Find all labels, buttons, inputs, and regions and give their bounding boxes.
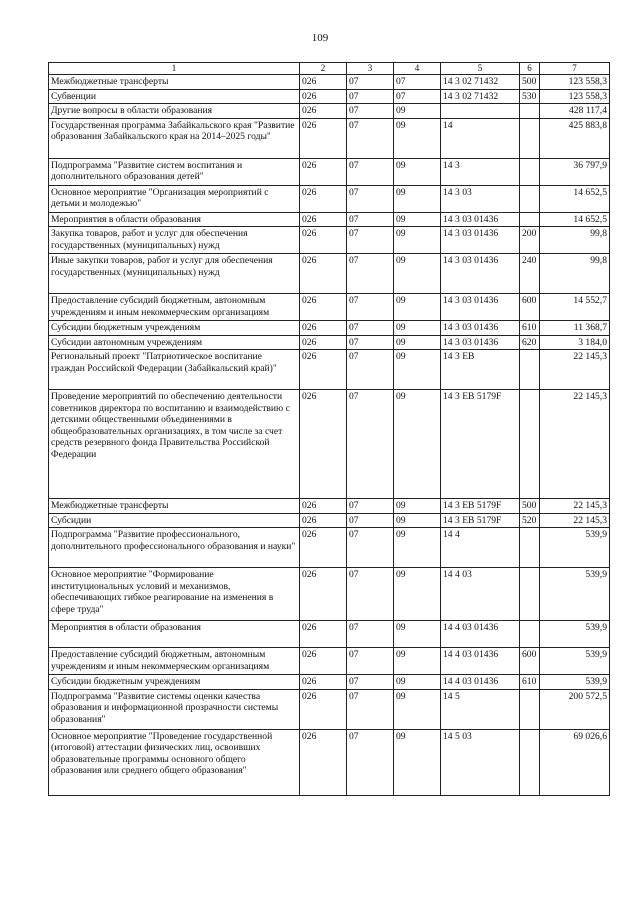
row-vr-cell: 200: [520, 227, 540, 254]
row-rz-cell: 07: [347, 689, 394, 729]
column-number: 3: [347, 63, 394, 75]
row-name-cell: Межбюджетные трансферты: [49, 499, 300, 514]
row-csr-cell: 14 4 03 01436: [441, 621, 520, 648]
row-vr-cell: 520: [520, 513, 540, 528]
row-csr-cell: 14 4: [441, 528, 520, 568]
table-row: [49, 118, 610, 158]
row-pr-cell: 09: [394, 499, 441, 514]
row-sum-cell: 428 117,4: [540, 104, 610, 119]
table-row: [49, 499, 610, 514]
row-pr-cell: 09: [394, 335, 441, 350]
table-row: [49, 390, 610, 499]
row-name-cell: Государственная программа Забайкальского края "Развитие образования Забайкальского края на 2014–2025 годы": [49, 118, 300, 158]
table-row: [49, 513, 610, 528]
row-pr-cell: 09: [394, 528, 441, 568]
row-vr-cell: [520, 729, 540, 795]
table-row: [49, 185, 610, 212]
row-name-cell: Подпрограмма "Развитие профессионального, дополнительного профессионального образования и науки": [49, 528, 300, 568]
row-csr-cell: 14 3 03: [441, 185, 520, 212]
row-rz-cell: 07: [347, 294, 394, 321]
row-gr-cell: 026: [300, 335, 347, 350]
row-gr-cell: 026: [300, 104, 347, 119]
row-pr-cell: 09: [394, 158, 441, 185]
row-name-cell: Основное мероприятие "Организация мероприятий с детьми и молодежью": [49, 185, 300, 212]
row-vr-cell: 530: [520, 89, 540, 104]
row-gr-cell: 026: [300, 513, 347, 528]
row-csr-cell: 14 3 02 71432: [441, 75, 520, 90]
row-sum-cell: 99,8: [540, 254, 610, 294]
row-gr-cell: 026: [300, 254, 347, 294]
row-gr-cell: 026: [300, 89, 347, 104]
row-csr-cell: [441, 104, 520, 119]
row-name-cell: Предоставление субсидий бюджетным, автономным учреждениям и иным некоммерческим организациям: [49, 294, 300, 321]
row-csr-cell: 14 4 03 01436: [441, 648, 520, 675]
row-rz-cell: 07: [347, 321, 394, 336]
row-pr-cell: 09: [394, 104, 441, 119]
column-number-row: [49, 63, 610, 75]
table-row: [49, 335, 610, 350]
row-name-cell: Субсидии: [49, 513, 300, 528]
row-pr-cell: 09: [394, 254, 441, 294]
row-name-cell: Субвенции: [49, 89, 300, 104]
row-name-cell: Региональный проект "Патриотическое воспитание граждан Российской Федерации (Забайкальский край)": [49, 350, 300, 390]
table-row: [49, 675, 610, 690]
column-number: 1: [49, 63, 300, 75]
row-gr-cell: 026: [300, 499, 347, 514]
row-vr-cell: [520, 528, 540, 568]
row-sum-cell: 22 145,3: [540, 390, 610, 499]
row-sum-cell: 14 652,5: [540, 185, 610, 212]
row-csr-cell: 14 3 03 01436: [441, 294, 520, 321]
row-vr-cell: [520, 689, 540, 729]
row-vr-cell: 500: [520, 75, 540, 90]
row-rz-cell: 07: [347, 118, 394, 158]
row-csr-cell: 14 3 02 71432: [441, 89, 520, 104]
row-vr-cell: [520, 158, 540, 185]
row-name-cell: Мероприятия в области образования: [49, 212, 300, 227]
table-row: [49, 227, 610, 254]
table-row: [49, 568, 610, 621]
row-vr-cell: 620: [520, 335, 540, 350]
row-rz-cell: 07: [347, 75, 394, 90]
row-rz-cell: 07: [347, 212, 394, 227]
row-sum-cell: 14 552,7: [540, 294, 610, 321]
row-sum-cell: 123 558,3: [540, 89, 610, 104]
row-gr-cell: 026: [300, 648, 347, 675]
table-row: [49, 104, 610, 119]
row-gr-cell: 026: [300, 350, 347, 390]
table-row: [49, 621, 610, 648]
row-name-cell: Субсидии бюджетным учреждениям: [49, 675, 300, 690]
row-gr-cell: 026: [300, 227, 347, 254]
row-rz-cell: 07: [347, 185, 394, 212]
row-name-cell: Подпрограмма "Развитие системы оценки качества образования и информационной прозрачности системы образования": [49, 689, 300, 729]
row-gr-cell: 026: [300, 390, 347, 499]
row-csr-cell: 14 5 03: [441, 729, 520, 795]
row-sum-cell: 99,8: [540, 227, 610, 254]
row-csr-cell: 14 3 03 01436: [441, 335, 520, 350]
row-vr-cell: [520, 104, 540, 119]
row-rz-cell: 07: [347, 513, 394, 528]
row-pr-cell: 07: [394, 89, 441, 104]
table-row: [49, 75, 610, 90]
table-row: [49, 689, 610, 729]
row-vr-cell: [520, 185, 540, 212]
row-csr-cell: 14 4 03: [441, 568, 520, 621]
row-name-cell: Мероприятия в области образования: [49, 621, 300, 648]
table-row: [49, 89, 610, 104]
row-gr-cell: 026: [300, 528, 347, 568]
row-sum-cell: 36 797,9: [540, 158, 610, 185]
budget-table: [48, 62, 610, 796]
row-pr-cell: 09: [394, 118, 441, 158]
row-gr-cell: 026: [300, 185, 347, 212]
row-gr-cell: 026: [300, 675, 347, 690]
row-pr-cell: 09: [394, 294, 441, 321]
row-pr-cell: 09: [394, 321, 441, 336]
row-name-cell: Проведение мероприятий по обеспечению деятельности советников директора по воспитанию и взаимодействию с детскими общественными объединениями в общеобразовательных организациях, в том числе за счет средств резервного фонда Правительства Российской Федерации: [49, 390, 300, 499]
row-name-cell: Основное мероприятие "Проведение государственной (итоговой) аттестации физических лиц, освоивших образовательные программы основного общего образования или среднего общего образования": [49, 729, 300, 795]
row-rz-cell: 07: [347, 499, 394, 514]
row-pr-cell: 09: [394, 513, 441, 528]
table-row: [49, 528, 610, 568]
row-sum-cell: 22 145,3: [540, 499, 610, 514]
table-row: [49, 350, 610, 390]
column-number: 7: [540, 63, 610, 75]
row-csr-cell: 14 3 03 01436: [441, 321, 520, 336]
row-gr-cell: 026: [300, 621, 347, 648]
row-gr-cell: 026: [300, 294, 347, 321]
table-row: [49, 321, 610, 336]
row-rz-cell: 07: [347, 158, 394, 185]
row-sum-cell: 539,9: [540, 568, 610, 621]
row-gr-cell: 026: [300, 689, 347, 729]
row-vr-cell: 610: [520, 675, 540, 690]
row-rz-cell: 07: [347, 621, 394, 648]
row-name-cell: Межбюджетные трансферты: [49, 75, 300, 90]
column-number: 2: [300, 63, 347, 75]
row-vr-cell: [520, 390, 540, 499]
row-vr-cell: [520, 350, 540, 390]
row-rz-cell: 07: [347, 254, 394, 294]
row-rz-cell: 07: [347, 568, 394, 621]
row-gr-cell: 026: [300, 118, 347, 158]
row-name-cell: Другие вопросы в области образования: [49, 104, 300, 119]
column-number: 5: [441, 63, 520, 75]
row-csr-cell: 14 3 03 01436: [441, 254, 520, 294]
row-gr-cell: 026: [300, 75, 347, 90]
row-rz-cell: 07: [347, 350, 394, 390]
row-pr-cell: 09: [394, 689, 441, 729]
row-pr-cell: 09: [394, 675, 441, 690]
table-row: [49, 648, 610, 675]
row-csr-cell: 14 3 EB 5179F: [441, 390, 520, 499]
row-vr-cell: 240: [520, 254, 540, 294]
row-rz-cell: 07: [347, 335, 394, 350]
row-sum-cell: 539,9: [540, 675, 610, 690]
row-vr-cell: 610: [520, 321, 540, 336]
row-sum-cell: 425 883,8: [540, 118, 610, 158]
row-csr-cell: 14 3 EB 5179F: [441, 499, 520, 514]
row-csr-cell: 14 3 EB: [441, 350, 520, 390]
table-row: [49, 212, 610, 227]
row-gr-cell: 026: [300, 729, 347, 795]
row-pr-cell: 09: [394, 350, 441, 390]
row-vr-cell: 600: [520, 648, 540, 675]
row-name-cell: Предоставление субсидий бюджетным, автономным учреждениям и иным некоммерческим организациям: [49, 648, 300, 675]
row-sum-cell: 22 145,3: [540, 350, 610, 390]
row-csr-cell: 14 3: [441, 158, 520, 185]
row-vr-cell: [520, 568, 540, 621]
row-pr-cell: 09: [394, 648, 441, 675]
table-row: [49, 729, 610, 795]
row-rz-cell: 07: [347, 675, 394, 690]
row-sum-cell: 539,9: [540, 648, 610, 675]
row-sum-cell: 14 652,5: [540, 212, 610, 227]
row-vr-cell: 500: [520, 499, 540, 514]
row-sum-cell: 123 558,3: [540, 75, 610, 90]
row-gr-cell: 026: [300, 321, 347, 336]
row-name-cell: Основное мероприятие "Формирование институциональных условий и механизмов, обеспечивающих гибкое реагирование на изменения в сфере труда": [49, 568, 300, 621]
row-pr-cell: 09: [394, 621, 441, 648]
column-number: 6: [520, 63, 540, 75]
row-sum-cell: 200 572,5: [540, 689, 610, 729]
row-sum-cell: 539,9: [540, 528, 610, 568]
table-row: [49, 294, 610, 321]
row-rz-cell: 07: [347, 104, 394, 119]
row-sum-cell: 539,9: [540, 621, 610, 648]
row-sum-cell: 3 184,0: [540, 335, 610, 350]
row-name-cell: Субсидии бюджетным учреждениям: [49, 321, 300, 336]
column-number: 4: [394, 63, 441, 75]
table-body: [49, 75, 610, 796]
row-pr-cell: 09: [394, 227, 441, 254]
row-rz-cell: 07: [347, 390, 394, 499]
row-rz-cell: 07: [347, 528, 394, 568]
row-name-cell: Субсидии автономным учреждениям: [49, 335, 300, 350]
row-csr-cell: 14 3 EB 5179F: [441, 513, 520, 528]
row-sum-cell: 69 026,6: [540, 729, 610, 795]
row-pr-cell: 09: [394, 729, 441, 795]
row-csr-cell: 14 4 03 01436: [441, 675, 520, 690]
table-row: [49, 254, 610, 294]
row-sum-cell: 22 145,3: [540, 513, 610, 528]
row-name-cell: Подпрограмма "Развитие систем воспитания и дополнительного образования детей": [49, 158, 300, 185]
row-vr-cell: 600: [520, 294, 540, 321]
row-vr-cell: [520, 212, 540, 227]
row-gr-cell: 026: [300, 158, 347, 185]
row-name-cell: Закупка товаров, работ и услуг для обеспечения государственных (муниципальных) нужд: [49, 227, 300, 254]
row-sum-cell: 11 368,7: [540, 321, 610, 336]
row-pr-cell: 09: [394, 390, 441, 499]
row-rz-cell: 07: [347, 227, 394, 254]
row-csr-cell: 14 5: [441, 689, 520, 729]
row-pr-cell: 07: [394, 75, 441, 90]
row-csr-cell: 14 3 03 01436: [441, 227, 520, 254]
row-pr-cell: 09: [394, 568, 441, 621]
row-gr-cell: 026: [300, 568, 347, 621]
row-pr-cell: 09: [394, 212, 441, 227]
row-gr-cell: 026: [300, 212, 347, 227]
row-pr-cell: 09: [394, 185, 441, 212]
row-rz-cell: 07: [347, 89, 394, 104]
row-vr-cell: [520, 118, 540, 158]
row-csr-cell: 14 3 03 01436: [441, 212, 520, 227]
table-row: [49, 158, 610, 185]
row-csr-cell: 14: [441, 118, 520, 158]
row-rz-cell: 07: [347, 729, 394, 795]
row-rz-cell: 07: [347, 648, 394, 675]
row-vr-cell: [520, 621, 540, 648]
row-name-cell: Иные закупки товаров, работ и услуг для обеспечения государственных (муниципальных) нужд: [49, 254, 300, 294]
page-number: 109: [311, 32, 329, 44]
